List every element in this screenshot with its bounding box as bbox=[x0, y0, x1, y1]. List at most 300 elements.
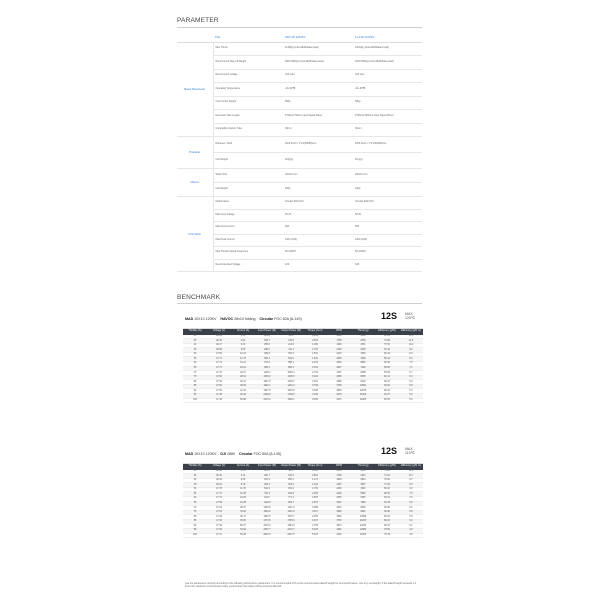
benchmark-cell: 12.2 bbox=[399, 470, 423, 474]
benchmark-cell: 1336.0 bbox=[255, 375, 279, 380]
motor-spec bbox=[185, 317, 216, 321]
parameter-value-2: 12S Lipo bbox=[353, 69, 422, 83]
benchmark-cell: 2413.2 bbox=[255, 398, 279, 403]
benchmark-cell: 9.0 bbox=[399, 483, 423, 488]
benchmark-cell: 489.8 bbox=[255, 352, 279, 357]
benchmark-cell: 8.3 bbox=[399, 352, 423, 357]
benchmark-cell: 1141.9 bbox=[279, 506, 303, 511]
benchmark-cell: 2.972 bbox=[303, 501, 327, 506]
benchmark-table bbox=[183, 464, 423, 538]
benchmark-cell: 35 bbox=[183, 339, 207, 344]
benchmark-column-header: Throttle (%) bbox=[183, 464, 207, 470]
benchmark-column-header: RPM bbox=[327, 464, 351, 470]
benchmark-row bbox=[183, 533, 423, 538]
benchmark-cell: 5.2 bbox=[399, 394, 423, 399]
benchmark-cell: 32.21 bbox=[231, 380, 255, 385]
benchmark-cell: 78.19 bbox=[375, 533, 399, 538]
benchmark-cell: 1196.2 bbox=[255, 371, 279, 376]
benchmark-cell: 84.19 bbox=[375, 501, 399, 506]
benchmark-cell: 11380 bbox=[351, 394, 375, 399]
motor-value: 10X10 120KV bbox=[194, 317, 217, 321]
benchmark-column-header: Voltage (V) bbox=[207, 329, 231, 335]
benchmark-cell: 3157 bbox=[327, 371, 351, 376]
benchmark-cell: 5.5 bbox=[399, 515, 423, 520]
parameter-row bbox=[177, 222, 422, 235]
benchmark-cell: 47.52 bbox=[207, 384, 231, 389]
benchmark-cell: 70 bbox=[183, 506, 207, 511]
parameter-label: Max Throttle Signal Frequency bbox=[213, 247, 283, 260]
benchmark-cell: 48.40 bbox=[207, 474, 231, 479]
benchmark-cell: 542.3 bbox=[255, 487, 279, 492]
benchmark-cell: 47.50 bbox=[207, 389, 231, 394]
benchmark-cell: 2810.9 bbox=[255, 533, 279, 538]
benchmark-cell: 5.8 bbox=[399, 510, 423, 515]
setup-description bbox=[185, 452, 285, 456]
parameter-label: Unit Combo Weight bbox=[213, 96, 283, 110]
benchmark-cell: 1902.1 bbox=[279, 398, 303, 403]
parameter-value-1: 50.4V bbox=[283, 209, 353, 222]
benchmark-cell: 75 bbox=[183, 510, 207, 515]
parameter-value-2: 52 g(p) bbox=[353, 153, 422, 169]
benchmark-cell: 3210 bbox=[327, 506, 351, 511]
esc-spec bbox=[259, 317, 301, 321]
battery-cells: 12S bbox=[381, 446, 398, 456]
parameter-value-1: Circular 60A FOC bbox=[283, 197, 353, 210]
parameter-row bbox=[177, 83, 422, 97]
benchmark-cell: 47.49 bbox=[207, 515, 231, 520]
benchmark-cell: 55 bbox=[183, 492, 207, 497]
benchmark-cell: 5.647 bbox=[303, 533, 327, 538]
parameter-group-label: FOC ESC bbox=[177, 197, 213, 272]
benchmark-cell: 46.18 bbox=[231, 394, 255, 399]
benchmark-cell: 1903 bbox=[327, 343, 351, 348]
benchmark-cell: 9130 bbox=[351, 380, 375, 385]
benchmark-cell: 47.63 bbox=[207, 506, 231, 511]
benchmark-cell: 2628 bbox=[327, 357, 351, 362]
benchmark-cell: 1069.4 bbox=[279, 371, 303, 376]
benchmark-cell: 1338.7 bbox=[279, 380, 303, 385]
benchmark-cell: 85 bbox=[183, 384, 207, 389]
benchmark-cell: 1768 bbox=[327, 474, 351, 479]
benchmark-cell: 65 bbox=[183, 501, 207, 506]
benchmark-cell: 4271 bbox=[327, 398, 351, 403]
benchmark-cell: 3500 bbox=[327, 515, 351, 520]
parameter-label: Operating Temperature bbox=[213, 83, 283, 97]
benchmark-cell: 82.80 bbox=[375, 506, 399, 511]
benchmark-cell: 7.6 bbox=[399, 492, 423, 497]
benchmark-cell: 6.1 bbox=[399, 506, 423, 511]
benchmark-cell: 2351 bbox=[351, 343, 375, 348]
benchmark-cell: 80.33 bbox=[375, 524, 399, 529]
propeller-label: DJI bbox=[220, 452, 226, 456]
benchmark-column-header: Torque (N·m) bbox=[303, 329, 327, 335]
benchmark-cell: 82.20 bbox=[375, 389, 399, 394]
propeller-spec bbox=[220, 317, 255, 321]
benchmark-cell: 60 bbox=[183, 496, 207, 501]
benchmark-column-header: Current (A) bbox=[231, 464, 255, 470]
parameter-value-2: 12034g (1miss18x8blades lead) bbox=[353, 42, 422, 56]
benchmark-cell: 0.418 bbox=[303, 470, 327, 474]
benchmark-cell: 4.759 bbox=[303, 524, 327, 529]
benchmark-cell: 956.4 bbox=[255, 366, 279, 371]
benchmark-cell: 81.10 bbox=[375, 348, 399, 353]
parameter-row bbox=[177, 137, 422, 153]
benchmark-cell: 3027 bbox=[327, 366, 351, 371]
benchmark-cell: 80.23 bbox=[375, 519, 399, 524]
benchmark-cell: 2190.9 bbox=[255, 394, 279, 399]
benchmark-cell: 3390 bbox=[351, 352, 375, 357]
parameter-label: Max Thrust bbox=[213, 42, 283, 56]
parameter-value-2: 4000-5500g (1miss18x8blades lead) bbox=[353, 56, 422, 70]
benchmark-cell: 80.55 bbox=[375, 398, 399, 403]
parameter-value-2: 50.4V bbox=[353, 209, 422, 222]
benchmark-cell: 0.244 bbox=[303, 335, 327, 339]
header-model-2: F-H-18 1270KV bbox=[353, 33, 422, 42]
benchmark-cell: 4129 bbox=[327, 533, 351, 538]
benchmark-cell: 45 bbox=[183, 348, 207, 353]
benchmark-cell: 75.04 bbox=[375, 470, 399, 474]
benchmark-cell: 50 bbox=[183, 487, 207, 492]
benchmark-cell: 323.2 bbox=[279, 483, 303, 488]
benchmark-cell: 4.195 bbox=[303, 394, 327, 399]
parameter-label: Model Name bbox=[213, 197, 283, 210]
parameter-header-row bbox=[177, 33, 422, 42]
benchmark-cell: 2313 bbox=[351, 474, 375, 479]
parameter-value-2: 12S bbox=[353, 259, 422, 272]
benchmark-cell: 50.67 bbox=[231, 524, 255, 529]
benchmark-cell: 771.4 bbox=[279, 496, 303, 501]
parameter-value-2: -20~60℃ bbox=[353, 83, 422, 97]
benchmark-cell: 60 bbox=[183, 361, 207, 366]
benchmark-cell: 852.3 bbox=[279, 366, 303, 371]
parameter-label: Unit Weight bbox=[213, 153, 283, 169]
benchmark-cell: 188.7 bbox=[255, 339, 279, 344]
benchmark-cell: 12232 bbox=[351, 524, 375, 529]
benchmark-cell: 9901 bbox=[351, 510, 375, 515]
benchmark-cell: 84.22 bbox=[375, 380, 399, 385]
header-title: Title bbox=[213, 33, 283, 42]
benchmark-cell: 10696 bbox=[351, 515, 375, 520]
benchmark-cell: 5890 bbox=[351, 361, 375, 366]
benchmark-cell: 47.71 bbox=[207, 366, 231, 371]
benchmark-cell: 1360.8 bbox=[255, 506, 279, 511]
benchmark-cell: 4.8 bbox=[399, 533, 423, 538]
parameter-group-label: Motors bbox=[177, 169, 213, 197]
benchmark-cell: 28.04 bbox=[231, 375, 255, 380]
parameter-value-1: P:50cm2 50mm Input Signal Wired bbox=[283, 110, 353, 124]
benchmark-cell: 90 bbox=[183, 524, 207, 529]
benchmark-cell: 84.10 bbox=[375, 496, 399, 501]
benchmark-cell: 1.910 bbox=[303, 357, 327, 362]
parameter-value-1: 120A (10S) bbox=[283, 234, 353, 247]
benchmark-cell: 6.0 bbox=[399, 380, 423, 385]
benchmark-cell: 1822.5 bbox=[255, 515, 279, 520]
benchmark-cell: 291.5 bbox=[255, 478, 279, 483]
parameter-label: Extension Wire Length bbox=[213, 110, 283, 124]
benchmark-cell: 3814 bbox=[327, 524, 351, 529]
benchmark-column-header: Thrust (g) bbox=[351, 464, 375, 470]
esc-label: Circular bbox=[259, 317, 274, 321]
benchmark-cell: 2.513 bbox=[303, 366, 327, 371]
benchmark-cell: 2518 bbox=[351, 348, 375, 353]
benchmark-cell: 47.45 bbox=[207, 394, 231, 399]
benchmark-cell: 3.817 bbox=[303, 510, 327, 515]
max-temperature-label: MAX bbox=[405, 312, 413, 316]
benchmark-cell: 2448 bbox=[327, 487, 351, 492]
parameter-value-2: 18x5.3inch / 1*1.0(50MM)mm bbox=[353, 137, 422, 153]
parameter-value-1: 11469g (1miss18x8blades lead) bbox=[283, 42, 353, 56]
benchmark-cell: 1412 bbox=[351, 335, 375, 339]
benchmark-cell: 95 bbox=[183, 394, 207, 399]
benchmark-cell: 80.43 bbox=[375, 487, 399, 492]
benchmark-cell: 726.3 bbox=[255, 492, 279, 497]
esc-value: FOC 60A (6-14S) bbox=[274, 317, 302, 321]
benchmark-cell: 20.00 bbox=[375, 335, 399, 339]
benchmark-cell: 4.255 bbox=[303, 515, 327, 520]
propeller-spec bbox=[220, 452, 235, 456]
benchmark-column-header: RPM bbox=[327, 329, 351, 335]
benchmark-cell: 47.69 bbox=[207, 501, 231, 506]
benchmark-cell: 255.8 bbox=[255, 343, 279, 348]
benchmark-column-header: Input Power (W) bbox=[255, 464, 279, 470]
benchmark-cell: 3.164 bbox=[303, 375, 327, 380]
motor-label: MAD bbox=[185, 317, 194, 321]
benchmark-cell: 2626 bbox=[327, 492, 351, 497]
benchmark-cell: 47.74 bbox=[207, 361, 231, 366]
benchmark-cell: 2.253 bbox=[303, 492, 327, 497]
parameter-value-1: 18x5.3inch / 1*1.0(50MM)mm bbox=[283, 137, 353, 153]
benchmark-cell: 8.2 bbox=[399, 357, 423, 362]
benchmark-cell: 78.60 bbox=[375, 478, 399, 483]
benchmark-cell: 4.14 bbox=[231, 474, 255, 479]
benchmark-cell: 80.6 bbox=[279, 335, 303, 339]
benchmark-cell: 47.54 bbox=[207, 510, 231, 515]
parameter-row bbox=[177, 110, 422, 124]
benchmark-cell: 48.46 bbox=[207, 470, 231, 474]
parameter-value-1: -20~60℃ bbox=[283, 83, 353, 97]
benchmark-cell: 150.9 bbox=[279, 474, 303, 479]
benchmark-cell: 75 bbox=[183, 375, 207, 380]
esc-value: FOC 60A (6-14S) bbox=[253, 452, 282, 456]
parameter-value-2: P:50cm2 500mm Input Signal Wired bbox=[353, 110, 422, 124]
benchmark-cell: 71.60 bbox=[375, 474, 399, 479]
header-model-1: SDX-18 1210KV bbox=[283, 33, 353, 42]
benchmark-cell: 3285 bbox=[327, 375, 351, 380]
benchmark-cell: 0.815 bbox=[303, 339, 327, 344]
benchmark-cell: 11.35 bbox=[231, 487, 255, 492]
benchmark-cell: 1795.6 bbox=[279, 519, 303, 524]
propeller-value: 2880 bbox=[226, 452, 235, 456]
benchmark-title: BENCHMARK bbox=[177, 294, 221, 301]
benchmark-cell: 0.804 bbox=[303, 474, 327, 479]
benchmark-cell: 1.370 bbox=[303, 348, 327, 353]
benchmark-cell: 2844 bbox=[351, 478, 375, 483]
benchmark-column-header: Output Power (W) bbox=[279, 329, 303, 335]
benchmark-cell: 20.01 bbox=[231, 366, 255, 371]
benchmark-cell: 3380 bbox=[327, 510, 351, 515]
benchmark-cell: 10.7 bbox=[399, 474, 423, 479]
benchmark-cell: 100 bbox=[183, 533, 207, 538]
benchmark-cell: 2597.7 bbox=[255, 529, 279, 534]
parameter-label: Max Input Voltage bbox=[213, 209, 283, 222]
benchmark-cell: 77.20 bbox=[375, 483, 399, 488]
benchmark-cell: 911.0 bbox=[255, 496, 279, 501]
benchmark-cell: 2.58 bbox=[231, 470, 255, 474]
benchmark-cell: 2160 bbox=[327, 348, 351, 353]
benchmark-cell: 83.09 bbox=[375, 371, 399, 376]
benchmark-cell: 82.90 bbox=[375, 510, 399, 515]
benchmark-cell: 2.603 bbox=[303, 496, 327, 501]
parameter-row bbox=[177, 247, 422, 260]
benchmark-cell: 85 bbox=[183, 519, 207, 524]
benchmark-cell: 10.24 bbox=[231, 352, 255, 357]
parameter-value-1: 100x10 mm bbox=[283, 169, 353, 183]
benchmark-cell: 47.82 bbox=[207, 375, 231, 380]
parameter-table bbox=[177, 33, 422, 272]
benchmark-cell: 1967.6 bbox=[255, 389, 279, 394]
benchmark-cell: 80.56 bbox=[375, 492, 399, 497]
benchmark-cell: 80 bbox=[183, 380, 207, 385]
parameter-row bbox=[177, 123, 422, 137]
benchmark-cell: 1119.8 bbox=[255, 501, 279, 506]
benchmark-cell: 83.20 bbox=[375, 384, 399, 389]
parameter-value-1: 30mm bbox=[283, 123, 353, 137]
benchmark-cell: 30 bbox=[183, 470, 207, 474]
benchmark-cell: 78.60 bbox=[375, 529, 399, 534]
benchmark-cell: 7202 bbox=[351, 366, 375, 371]
benchmark-cell: 47.71 bbox=[207, 357, 231, 362]
parameter-value-1: 110g(p) bbox=[283, 153, 353, 169]
motor-spec bbox=[185, 452, 216, 456]
benchmark-cell: 82.03 bbox=[375, 515, 399, 520]
benchmark-cell: 1391.6 bbox=[279, 510, 303, 515]
header-blank bbox=[177, 33, 213, 42]
benchmark-cell: 14300 bbox=[351, 533, 375, 538]
benchmark-column-header: Voltage (V) bbox=[207, 464, 231, 470]
benchmark-cell: 616.8 bbox=[279, 492, 303, 497]
benchmark-table bbox=[183, 329, 423, 403]
benchmark-cell: 1.591 bbox=[303, 352, 327, 357]
benchmark-column-header: Thrust (g) bbox=[351, 329, 375, 335]
benchmark-cell: 47.28 bbox=[207, 529, 231, 534]
benchmark-cell: 6.05 bbox=[231, 348, 255, 353]
benchmark-cell: 82.41 bbox=[375, 375, 399, 380]
benchmark-block bbox=[183, 308, 423, 403]
benchmark-cell: 19.09 bbox=[231, 496, 255, 501]
parameter-label: Max Peak Current bbox=[213, 234, 283, 247]
benchmark-cell: 28.57 bbox=[231, 506, 255, 511]
benchmark-cell: 1964.3 bbox=[279, 524, 303, 529]
benchmark-row bbox=[183, 398, 423, 403]
benchmark-cell: 3.491 bbox=[303, 380, 327, 385]
parameter-value-1: 60A bbox=[283, 222, 353, 235]
benchmark-cell: 6.05 bbox=[231, 478, 255, 483]
parameter-value-1: 50~490Hz bbox=[283, 247, 353, 260]
parameter-value-1: 508g bbox=[283, 96, 353, 110]
benchmark-cell: 1523 bbox=[351, 470, 375, 474]
benchmark-cell: 38.63 bbox=[231, 384, 255, 389]
benchmark-cell: 2832 bbox=[327, 361, 351, 366]
benchmark-cell: 1.33 bbox=[231, 335, 255, 339]
parameter-value-2: 500g bbox=[353, 96, 422, 110]
max-temperature-value: 110℃ bbox=[405, 451, 415, 456]
benchmark-cell: 47.78 bbox=[207, 487, 231, 492]
max-temperature-label: MAX bbox=[405, 447, 413, 451]
benchmark-cell: 47.21 bbox=[207, 533, 231, 538]
benchmark-cell: 1542.3 bbox=[255, 380, 279, 385]
benchmark-cell: 288.0 bbox=[255, 348, 279, 353]
benchmark-cell: 9.7 bbox=[399, 478, 423, 483]
parameter-divider bbox=[177, 27, 422, 28]
benchmark-cell: 2272.7 bbox=[279, 529, 303, 534]
benchmark-cell: 80 bbox=[183, 515, 207, 520]
propeller-value: 28x10 folding bbox=[234, 317, 256, 321]
parameter-value-2: 120A (10S) bbox=[353, 234, 422, 247]
motor-label: MAD bbox=[185, 452, 194, 456]
benchmark-cell: 2415 bbox=[327, 352, 351, 357]
parameter-row bbox=[177, 197, 422, 210]
benchmark-column-header: Efficiency (g/N·m) bbox=[399, 329, 423, 335]
benchmark-cell: 311.1 bbox=[279, 348, 303, 353]
benchmark-cell: 962.1 bbox=[279, 501, 303, 506]
benchmark-cell: 75.53 bbox=[375, 343, 399, 348]
parameter-row bbox=[177, 169, 422, 183]
benchmark-cell: 7.1 bbox=[399, 366, 423, 371]
benchmark-cell: 1708.6 bbox=[279, 394, 303, 399]
parameter-label: Stator Size bbox=[213, 169, 283, 183]
parameter-row bbox=[177, 96, 422, 110]
benchmark-cell: 3527 bbox=[351, 483, 375, 488]
benchmark-cell: 50 bbox=[183, 352, 207, 357]
benchmark-cell: 47.72 bbox=[207, 496, 231, 501]
benchmark-cell: 81.97 bbox=[375, 394, 399, 399]
benchmark-cell: 3398 bbox=[351, 357, 375, 362]
benchmark-cell: 24.67 bbox=[231, 371, 255, 376]
benchmark-cell: 86.44 bbox=[375, 357, 399, 362]
parameter-label: Recommend voltage bbox=[213, 69, 283, 83]
benchmark-cell: 1615.8 bbox=[279, 389, 303, 394]
benchmark-cell: 5.203 bbox=[303, 529, 327, 534]
benchmark-cell: 47.70 bbox=[207, 371, 231, 376]
propeller-label: HAVOC bbox=[220, 317, 234, 321]
benchmark-cell: 1575.7 bbox=[279, 515, 303, 520]
benchmark-cell: 85.55 bbox=[375, 366, 399, 371]
benchmark-cell: 1822.1 bbox=[255, 384, 279, 389]
benchmark-cell: 6.3 bbox=[399, 375, 423, 380]
benchmark-cell: 1953 bbox=[327, 478, 351, 483]
benchmark-cell: 47.54 bbox=[207, 380, 231, 385]
benchmark-cell: 6387 bbox=[351, 496, 375, 501]
benchmark-cell: 55 bbox=[183, 357, 207, 362]
benchmark-cell: 47.83 bbox=[207, 352, 231, 357]
benchmark-cell: 3818 bbox=[327, 389, 351, 394]
benchmark-cell: 6.7 bbox=[399, 371, 423, 376]
benchmark-cell: 2.793 bbox=[303, 371, 327, 376]
benchmark-cell: 3705 bbox=[327, 384, 351, 389]
benchmark-cell: 8.19 bbox=[231, 483, 255, 488]
benchmark-cell: 90 bbox=[183, 389, 207, 394]
benchmark-cell: 1239 bbox=[327, 470, 351, 474]
benchmark-cell: 4.9 bbox=[399, 529, 423, 534]
parameter-row bbox=[177, 234, 422, 247]
parameter-label: Compatible Carbon Tube bbox=[213, 123, 283, 137]
benchmark-cell: 6.6 bbox=[399, 501, 423, 506]
benchmark-cell: 80.43 bbox=[375, 352, 399, 357]
parameter-row bbox=[177, 183, 422, 197]
benchmark-cell: 15.28 bbox=[231, 492, 255, 497]
benchmark-cell: 5582 bbox=[351, 492, 375, 497]
benchmark-cell: 4.450 bbox=[303, 398, 327, 403]
